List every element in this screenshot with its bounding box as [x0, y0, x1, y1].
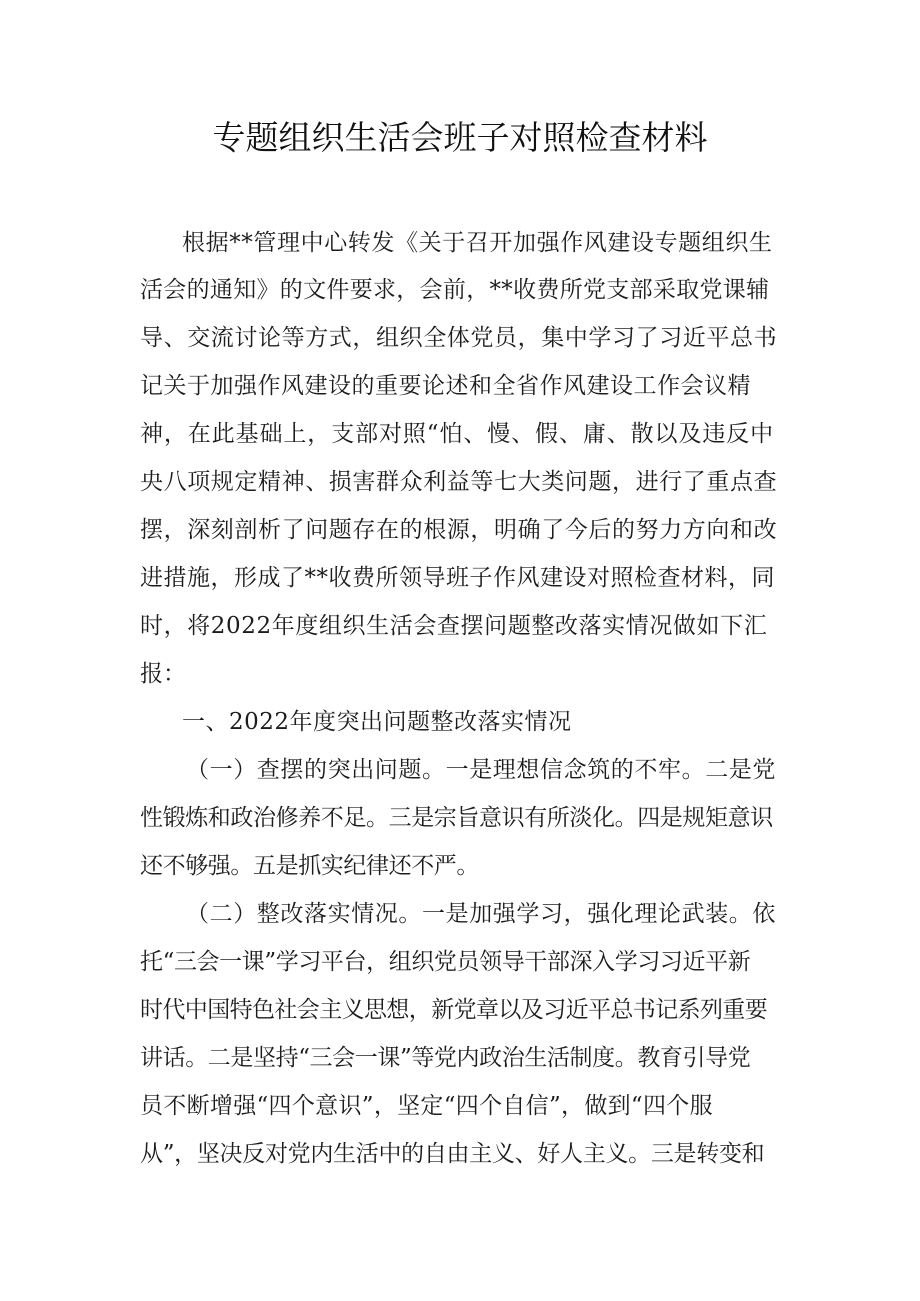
sub1-line-2: 性锻炼和政治修养不足。三是宗旨意识有所淡化。四是规矩意识 — [140, 805, 773, 831]
sub2-line-6: 从”，坚决反对党内生活中的自由主义、好人主义。三是转变和 — [140, 1141, 765, 1167]
section-heading: 一、2022年度突出问题整改落实情况 — [182, 709, 572, 735]
intro-line-2: 活会的通知》的文件要求，会前，**收费所党支部采取党课辅 — [140, 277, 770, 303]
intro-line-5: 神，在此基础上，支部对照“怕、慢、假、庸、散以及违反中 — [140, 421, 775, 447]
document-title: 专题组织生活会班子对照检查材料 — [212, 118, 708, 157]
sub2-line-3: 时代中国特色社会主义思想，新党章以及习近平总书记系列重要 — [140, 997, 768, 1023]
sub2-line-2: 托“三会一课”学习平台，组织党员领导干部深入学习习近平新 — [140, 949, 751, 975]
intro-line-9: 时，将2022年度组织生活会查摆问题整改落实情况做如下汇 — [140, 613, 768, 639]
intro-line-3: 导、交流讨论等方式，组织全体党员，集中学习了习近平总书 — [140, 325, 778, 351]
sub1-line-3: 还不够强。五是抓实纪律还不严。 — [140, 853, 480, 879]
sub2-line-5: 员不断增强“四个意识”，坚定“四个自信”，做到“四个服 — [140, 1093, 713, 1119]
intro-line-10: 报： — [140, 661, 186, 687]
intro-line-1: 根据**管理中心转发《关于召开加强作风建设专题组织生 — [182, 230, 773, 256]
sub1-line-1: （一）查摆的突出问题。一是理想信念筑的不牢。二是党 — [186, 757, 776, 783]
intro-line-8: 进措施，形成了**收费所领导班子作风建设对照检查材料，同 — [140, 565, 775, 591]
intro-line-6: 央八项规定精神、损害群众利益等七大类问题，进行了重点查 — [140, 469, 778, 495]
sub2-line-1: （二）整改落实情况。一是加强学习，强化理论武装。依 — [186, 901, 776, 927]
sub2-line-4: 讲话。二是坚持“三会一课”等党内政治生活制度。教育引导党 — [140, 1045, 751, 1071]
intro-line-7: 摆，深刻剖析了问题存在的根源，明确了今后的努力方向和改 — [140, 517, 778, 543]
intro-line-4: 记关于加强作风建设的重要论述和全省作风建设工作会议精 — [140, 373, 751, 399]
